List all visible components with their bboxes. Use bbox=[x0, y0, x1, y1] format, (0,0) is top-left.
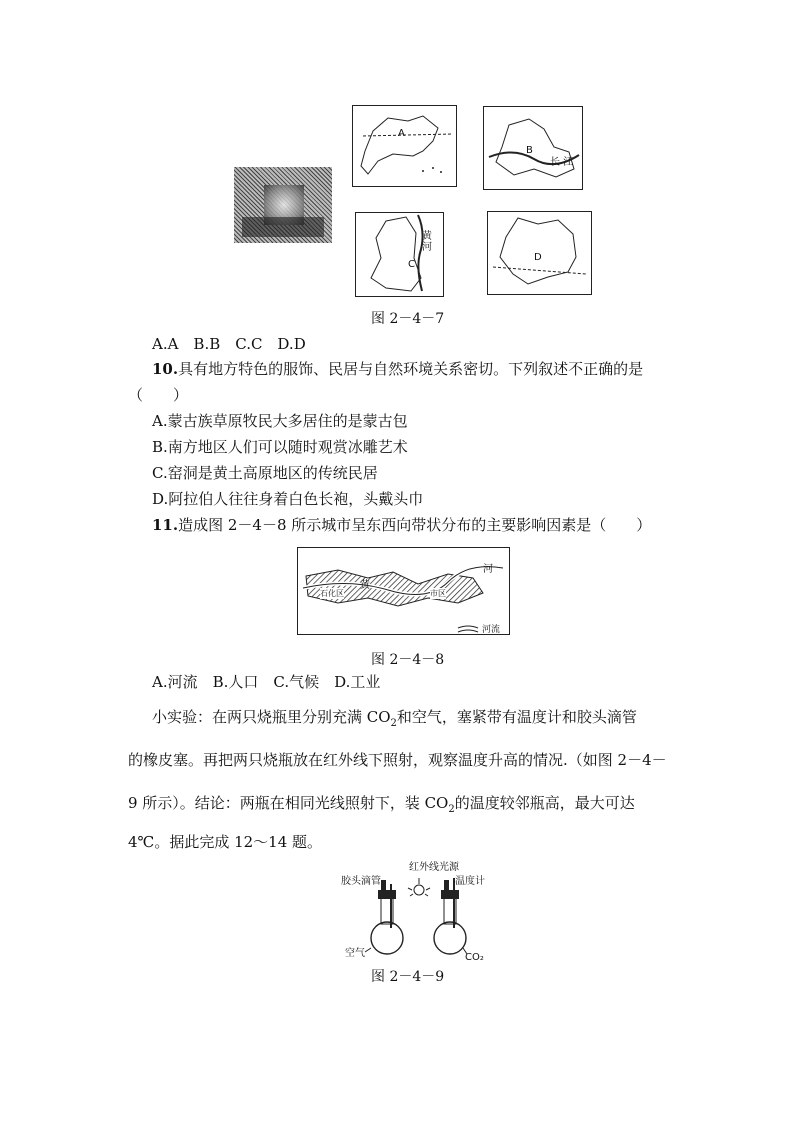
experiment-sub1: 2 bbox=[390, 718, 397, 729]
map-c-letter: C bbox=[408, 259, 415, 270]
experiment-line1-b: 和空气，塞紧带有温度计和胶头滴管 bbox=[396, 708, 637, 726]
map-a-outline bbox=[353, 106, 456, 186]
experiment-line3-b: 的温度较邻瓶高，最大可达 bbox=[454, 794, 635, 812]
label-air: 空气 bbox=[345, 948, 365, 959]
label-co2: CO₂ bbox=[465, 952, 484, 963]
map-c-river: 黄河 bbox=[422, 231, 432, 253]
map-b-river: 长 江 bbox=[550, 157, 574, 168]
map-d-letter: D bbox=[534, 252, 542, 263]
q11-caption: 图 2－4－8 bbox=[371, 652, 445, 668]
experiment-line3 bbox=[128, 793, 635, 820]
q11-stem bbox=[152, 515, 651, 535]
label-source: 红外线光源 bbox=[409, 862, 459, 873]
q10-number: 10. bbox=[152, 360, 179, 378]
map-b-letter: B bbox=[526, 145, 533, 156]
q10-paren: （ ） bbox=[128, 386, 189, 404]
map-c-outline bbox=[356, 213, 443, 296]
city-map-legend: 河流 bbox=[482, 625, 501, 635]
q11-number: 11. bbox=[152, 516, 179, 534]
map-b bbox=[483, 106, 583, 190]
experiment-line2: 的橡皮塞。再把两只烧瓶放在红外线下照射，观察温度升高的情况.（如图 2－4－ bbox=[128, 751, 667, 769]
experiment-line1 bbox=[152, 707, 637, 734]
experiment-line3-a: 9 所示）。结论：两瓶在相同光线照射下，装 CO bbox=[128, 794, 449, 812]
q11-text: 造成图 2－4－8 所示城市呈东西向带状分布的主要影响因素是（ ） bbox=[178, 516, 652, 534]
q10-text: 具有地方特色的服饰、民居与自然环境关系密切。下列叙述不正确的是 bbox=[178, 360, 644, 378]
city-map-district2: 市区 bbox=[430, 589, 446, 598]
label-thermo: 温度计 bbox=[455, 876, 485, 887]
city-map bbox=[297, 547, 510, 635]
q10-option-a: A.蒙古族草原牧民大多居住的是蒙古包 bbox=[152, 412, 408, 430]
figure7-options: A.A B.B C.C D.D bbox=[152, 335, 306, 353]
flask-diagram bbox=[335, 858, 495, 966]
city-map-district1: 石化区 bbox=[320, 589, 344, 598]
map-c bbox=[355, 212, 444, 297]
map-d bbox=[487, 211, 592, 295]
map-a-letter: A bbox=[398, 128, 405, 139]
figure9-caption: 图 2－4－9 bbox=[371, 969, 445, 985]
experiment-sub2: 2 bbox=[448, 804, 455, 815]
photo-halftone bbox=[234, 167, 332, 243]
experiment-line4: 4℃。据此完成 12～14 题。 bbox=[128, 833, 323, 851]
q10-option-d: D.阿拉伯人往往身着白色长袍，头戴头巾 bbox=[152, 490, 424, 508]
q10-option-b: B.南方地区人们可以随时观赏冰雕艺术 bbox=[152, 438, 408, 456]
city-map-river1: 黄 bbox=[360, 580, 370, 591]
q10-stem bbox=[152, 359, 643, 379]
label-dropper: 胶头滴管 bbox=[341, 876, 381, 887]
figure7-caption: 图 2－4－7 bbox=[371, 311, 445, 327]
experiment-line1-a: 小实验：在两只烧瓶里分别充满 CO bbox=[152, 708, 391, 726]
q11-options: A.河流 B.人口 C.气候 D.工业 bbox=[152, 673, 381, 691]
city-map-river2: 河 bbox=[483, 564, 493, 575]
map-a bbox=[352, 105, 457, 187]
q10-option-c: C.窑洞是黄土高原地区的传统民居 bbox=[152, 464, 378, 482]
map-b-outline bbox=[484, 107, 582, 189]
